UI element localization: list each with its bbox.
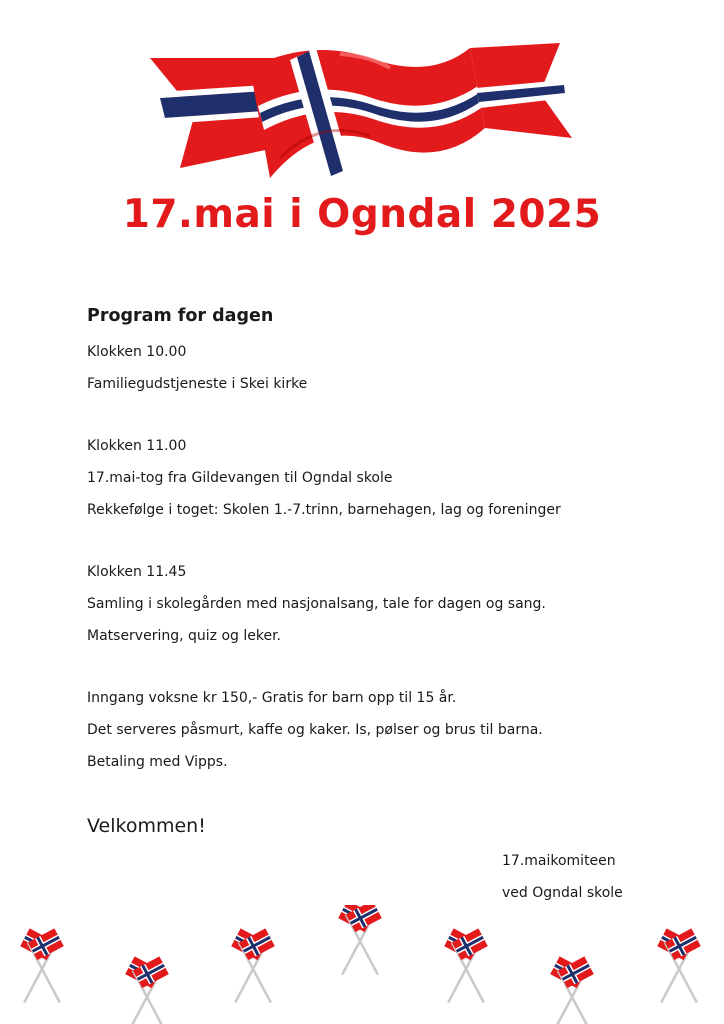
program-heading: Program for dagen <box>87 306 274 326</box>
time-line: Klokken 10.00 <box>87 344 187 360</box>
program-section <box>87 306 687 778</box>
crossed-flags-border <box>0 905 724 1024</box>
crossed-flags-icon <box>209 928 298 1002</box>
signature-line: 17.maikomiteen <box>502 853 616 869</box>
info-line: Betaling med Vipps. <box>87 754 228 770</box>
crossed-flags-icon <box>528 956 617 1024</box>
crossed-flags-icon <box>0 928 86 1002</box>
norwegian-flag-banner-icon <box>140 18 580 198</box>
info-line: Inngang voksne kr 150,- Gratis for barn opp til 15 år. <box>87 690 457 706</box>
time-line: Klokken 11.00 <box>87 438 187 454</box>
info-line: Det serveres påsmurt, kaffe og kaker. Is, pølser og brus til barna. <box>87 722 543 738</box>
program-line: Rekkefølge i toget: Skolen 1.-7.trinn, barnehagen, lag og foreninger <box>87 502 561 518</box>
crossed-flags-icon <box>635 928 724 1002</box>
program-line: Matservering, quiz og leker. <box>87 628 282 644</box>
crossed-flags-icon <box>103 956 192 1024</box>
signature-line: ved Ogndal skole <box>502 885 623 901</box>
crossed-flags-icon <box>316 905 405 975</box>
program-line: Familiegudstjeneste i Skei kirke <box>87 376 308 392</box>
program-line: 17.mai-tog fra Gildevangen til Ogndal skole <box>87 470 393 486</box>
program-line: Samling i skolegården med nasjonalsang, tale for dagen og sang. <box>87 596 546 612</box>
page-title: 17.mai i Ogndal 2025 <box>122 192 602 237</box>
crossed-flags-icon <box>422 928 511 1002</box>
time-line: Klokken 11.45 <box>87 564 187 580</box>
welcome-text: Velkommen! <box>87 815 206 837</box>
